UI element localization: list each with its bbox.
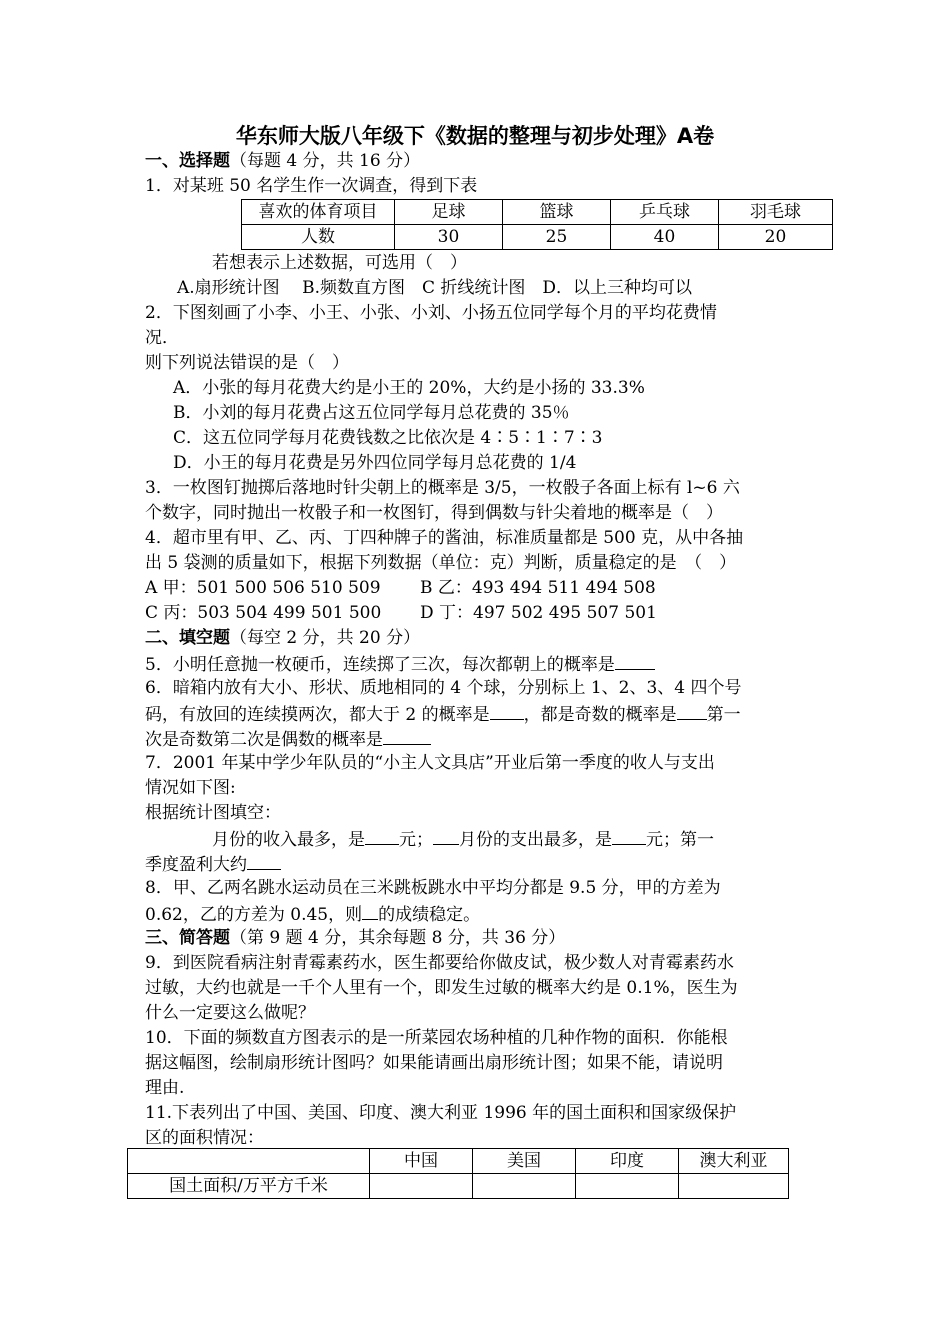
table-cell: 40 [611, 225, 719, 250]
answer-blank[interactable] [490, 701, 524, 720]
q10-line-2: 据这幅图，绘制扇形统计图吗？如果能请画出扇形统计图；如果不能，请说明 [145, 1053, 723, 1073]
q7-line-4 [212, 826, 714, 852]
answer-blank[interactable] [383, 726, 431, 745]
q7-text-b: 元； [399, 830, 433, 850]
q1-options: A.扇形统计图 B.频数直方图 C 折线统计图 D．以上三种均可以 [177, 278, 693, 298]
q7-text-c: 月份的支出最多，是 [459, 830, 612, 850]
section-1-heading [145, 149, 420, 173]
table-cell: 20 [719, 225, 833, 250]
answer-blank[interactable] [362, 901, 378, 920]
answer-blank[interactable] [612, 826, 646, 845]
table-header-cell: 澳大利亚 [679, 1149, 789, 1174]
q6-line-1: 6．暗箱内放有大小、形状、质地相同的 4 个球，分别标上 1、2、3、4 四个号 [145, 678, 742, 698]
q7-text-d: 元；第一 [646, 830, 714, 850]
table-header-cell [128, 1149, 370, 1174]
q4-line-1: 4．超市里有甲、乙、丙、丁四种牌子的酱油，标准质量都是 500 克，从中各抽 [145, 528, 744, 548]
table-cell: 30 [395, 225, 503, 250]
table-header-cell: 美国 [473, 1149, 576, 1174]
q11-table [127, 1148, 789, 1199]
q8-text-a: 0.62，乙的方差为 0.45，则 [145, 905, 363, 925]
table-header-cell: 喜欢的体育项目 [242, 200, 395, 225]
q4-option-d: D 丁：497 502 495 507 501 [420, 603, 657, 623]
q2-option-a: A．小张的每月花费大约是小王的 20%，大约是小扬的 33.3% [173, 378, 645, 398]
table-row [128, 1174, 789, 1199]
section-1-title: 一、选择题 [145, 151, 230, 171]
table-header-cell: 中国 [370, 1149, 473, 1174]
q6-text-b: ，都是奇数的概率是 [523, 705, 677, 725]
q2-option-c: C．这五位同学每月花费钱数之比依次是 4∶5∶1∶7∶3 [173, 428, 603, 448]
q2-line-1: 2．下图刻画了小李、小王、小张、小刘、小扬五位同学每个月的平均花费情 [145, 303, 717, 323]
q10-line-1: 10．下面的频数直方图表示的是一所菜园农场种植的几种作物的面积．你能根 [145, 1028, 728, 1048]
q4-option-c: C 丙：503 504 499 501 500 [145, 603, 382, 623]
q5-line [145, 651, 655, 677]
section-3-heading [145, 926, 565, 950]
answer-blank[interactable] [247, 851, 281, 870]
section-3-title: 三、简答题 [145, 928, 230, 948]
q11-line-2: 区的面积情况： [145, 1128, 264, 1148]
q1-ask: 若想表示上述数据，可选用（ ） [212, 253, 467, 273]
q6-text-a: 码，有放回的连续摸两次，都大于 2 的概率是 [145, 705, 490, 725]
page-title: 华东师大版八年级下《数据的整理与初步处理》A卷 [235, 124, 715, 148]
table-header-row [128, 1149, 789, 1174]
table-row [242, 225, 833, 250]
q2-line-2: 况． [145, 328, 179, 348]
section-2-note: （每空 2 分，共 20 分） [230, 628, 421, 648]
table-header-cell: 乒乓球 [611, 200, 719, 225]
table-cell: 25 [503, 225, 611, 250]
table-cell[interactable] [473, 1174, 576, 1199]
section-3-note: （第 9 题 4 分，其余每题 8 分，共 36 分） [230, 928, 566, 948]
q11-line-1: 11.下表列出了中国、美国、印度、澳大利亚 1996 年的国土面积和国家级保护 [145, 1103, 737, 1123]
q6-line-3 [145, 726, 431, 752]
answer-blank[interactable] [365, 826, 399, 845]
table-row-label: 人数 [242, 225, 395, 250]
q9-line-3: 什么一定要这么做呢？ [145, 1003, 315, 1023]
table-header-cell: 足球 [395, 200, 503, 225]
q7-text-e: 季度盈利大约 [145, 855, 247, 875]
q2-line-3: 则下列说法错误的是（ ） [145, 353, 349, 373]
table-row-label: 国土面积/万平方千米 [128, 1174, 370, 1199]
q8-text-b: 的成绩稳定。 [378, 905, 481, 925]
q2-option-d: D．小王的每月花费是另外四位同学每月总花费的 1/4 [173, 453, 577, 473]
section-1-note: （每题 4 分，共 16 分） [230, 151, 421, 171]
q7-text-a: 月份的收入最多，是 [212, 830, 365, 850]
answer-blank[interactable] [433, 826, 459, 845]
q8-line-2 [145, 901, 480, 927]
q7-line-5 [145, 851, 281, 877]
q2-option-b: B．小刘的每月花费占这五位同学每月总花费的 35％ [173, 403, 570, 423]
q5-text: 5．小明任意抛一枚硬币，连续掷了三次，每次都朝上的概率是 [145, 655, 615, 675]
section-2-title: 二、填空题 [145, 628, 230, 648]
answer-blank[interactable] [677, 701, 707, 720]
table-header-cell: 篮球 [503, 200, 611, 225]
q6-text-d: 次是奇数第二次是偶数的概率是 [145, 730, 383, 750]
q9-line-1: 9．到医院看病注射青霉素药水，医生都要给你做皮试，极少数人对青霉素药水 [145, 953, 734, 973]
q4-line-2: 出 5 袋测的质量如下，根据下列数据（单位：克）判断，质量稳定的是 （ ） [145, 553, 737, 573]
q7-line-1: 7．2001 年某中学少年队员的“小主人文具店”开业后第一季度的收人与支出 [145, 753, 715, 773]
q7-line-3: 根据统计图填空： [145, 803, 281, 823]
section-2-heading [145, 626, 420, 650]
q7-line-2: 情况如下图: [145, 778, 236, 798]
q3-line-2: 个数字，同时抛出一枚骰子和一枚图钉，得到偶数与针尖着地的概率是（ ） [145, 503, 723, 523]
table-header-row [242, 200, 833, 225]
q4-option-b: B 乙：493 494 511 494 508 [420, 578, 656, 598]
q3-line-1: 3．一枚图钉抛掷后落地时针尖朝上的概率是 3/5，一枚骰子各面上标有 l~6 六 [145, 478, 740, 498]
q9-line-2: 过敏，大约也就是一千个人里有一个，即发生过敏的概率大约是 0.1%，医生为 [145, 978, 738, 998]
q10-line-3: 理由. [145, 1078, 185, 1098]
table-header-cell: 羽毛球 [719, 200, 833, 225]
q1-table [241, 199, 833, 250]
q6-text-c: 第一 [706, 705, 741, 725]
q4-option-a: A 甲：501 500 506 510 509 [145, 578, 381, 598]
q1-stem: 1．对某班 50 名学生作一次调查，得到下表 [145, 176, 478, 196]
q8-line-1: 8．甲、乙两名跳水运动员在三米跳板跳水中平均分都是 9.5 分，甲的方差为 [145, 878, 721, 898]
answer-blank[interactable] [615, 651, 655, 670]
table-cell[interactable] [370, 1174, 473, 1199]
table-cell[interactable] [576, 1174, 679, 1199]
q6-line-2 [145, 701, 741, 727]
table-cell[interactable] [679, 1174, 789, 1199]
table-header-cell: 印度 [576, 1149, 679, 1174]
